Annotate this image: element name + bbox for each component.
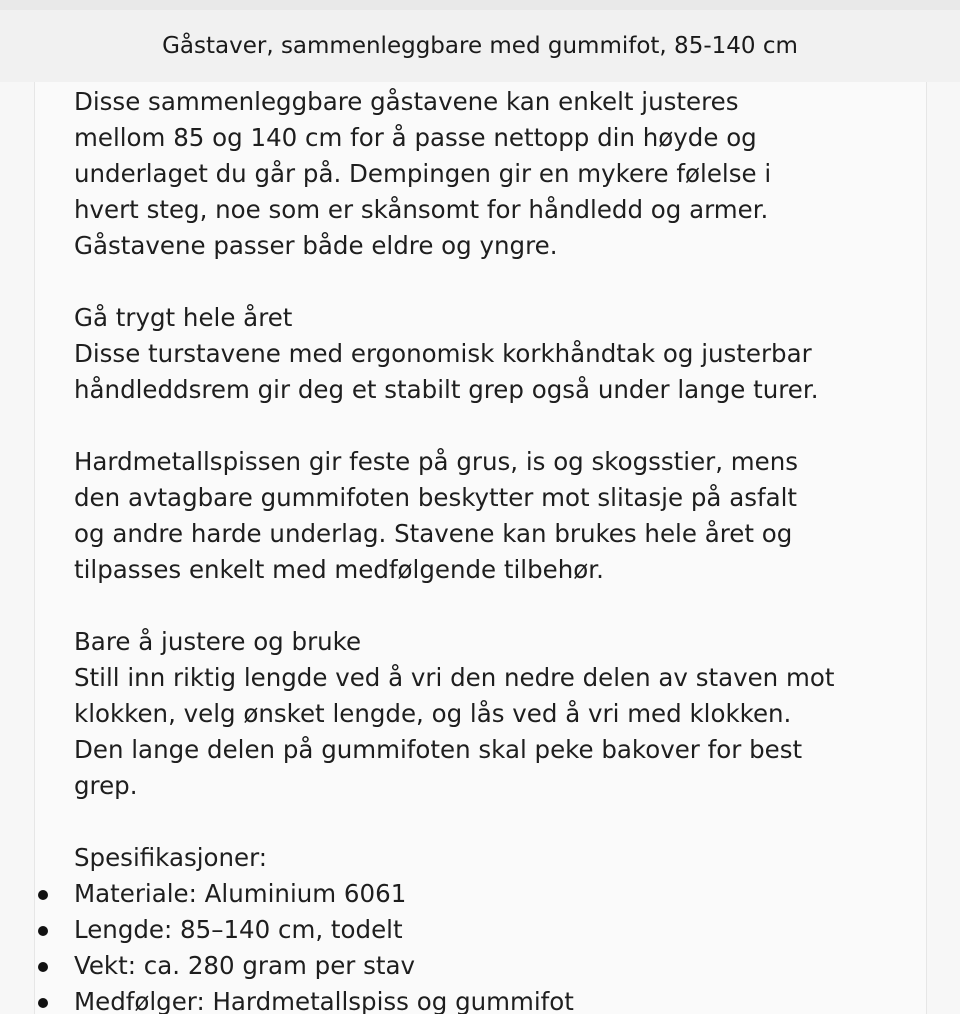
- spec-item-weight: [74, 948, 934, 984]
- status-bar-strip: [0, 0, 960, 10]
- intro-paragraph: Disse sammenleggbare gåstavene kan enkelt justeres mellom 85 og 140 cm for å passe nettopp din høyde og underlaget du går på. Dempingen gir en mykere følelse i hvert steg, noe som er skånsomt for håndledd og armer. Gåstavene passer både eldre og yngre.: [74, 87, 772, 260]
- spec-text: Lengde: 85–140 cm, todelt: [74, 915, 403, 944]
- spec-text: Vekt: ca. 280 gram per stav: [74, 951, 416, 980]
- page-title: Gåstaver, sammenleggbare med gummifot, 85-140 cm: [162, 33, 798, 59]
- spec-item-material: [74, 876, 934, 912]
- bullet-icon: [38, 890, 48, 900]
- specs-list: [74, 876, 934, 1014]
- bullet-icon: [38, 962, 48, 972]
- section-tips: Hardmetallspissen gir feste på grus, is og skogsstier, mens den avtagbare gummifoten beskytter mot slitasje på asfalt og andre harde underlag. Stavene kan brukes hele året og tilpasses enkelt med medfølgende tilbehør.: [74, 447, 799, 584]
- spec-text: Medfølger: Hardmetallspiss og gummifot: [74, 987, 574, 1014]
- spec-text: Materiale: Aluminium 6061: [74, 879, 407, 908]
- page-header: [0, 10, 960, 82]
- bullet-icon: [38, 926, 48, 936]
- section-adjust: Bare å justere og bruke Still inn riktig lengde ved å vri den nedre delen av staven mot klokken, velg ønsket lengde, og lås ved å vri med klokken. Den lange delen på gummifoten skal peke bakover for best grep.: [74, 627, 835, 800]
- specs-heading: Spesifikasjoner:: [74, 843, 268, 872]
- spec-item-included: [74, 984, 934, 1014]
- product-description: [74, 84, 934, 1014]
- spec-item-length: [74, 912, 934, 948]
- section-walk-safely: Gå trygt hele året Disse turstavene med ergonomisk korkhåndtak og justerbar håndleddsrem gir deg et stabilt grep også under lange turer.: [74, 303, 819, 404]
- bullet-icon: [38, 998, 48, 1008]
